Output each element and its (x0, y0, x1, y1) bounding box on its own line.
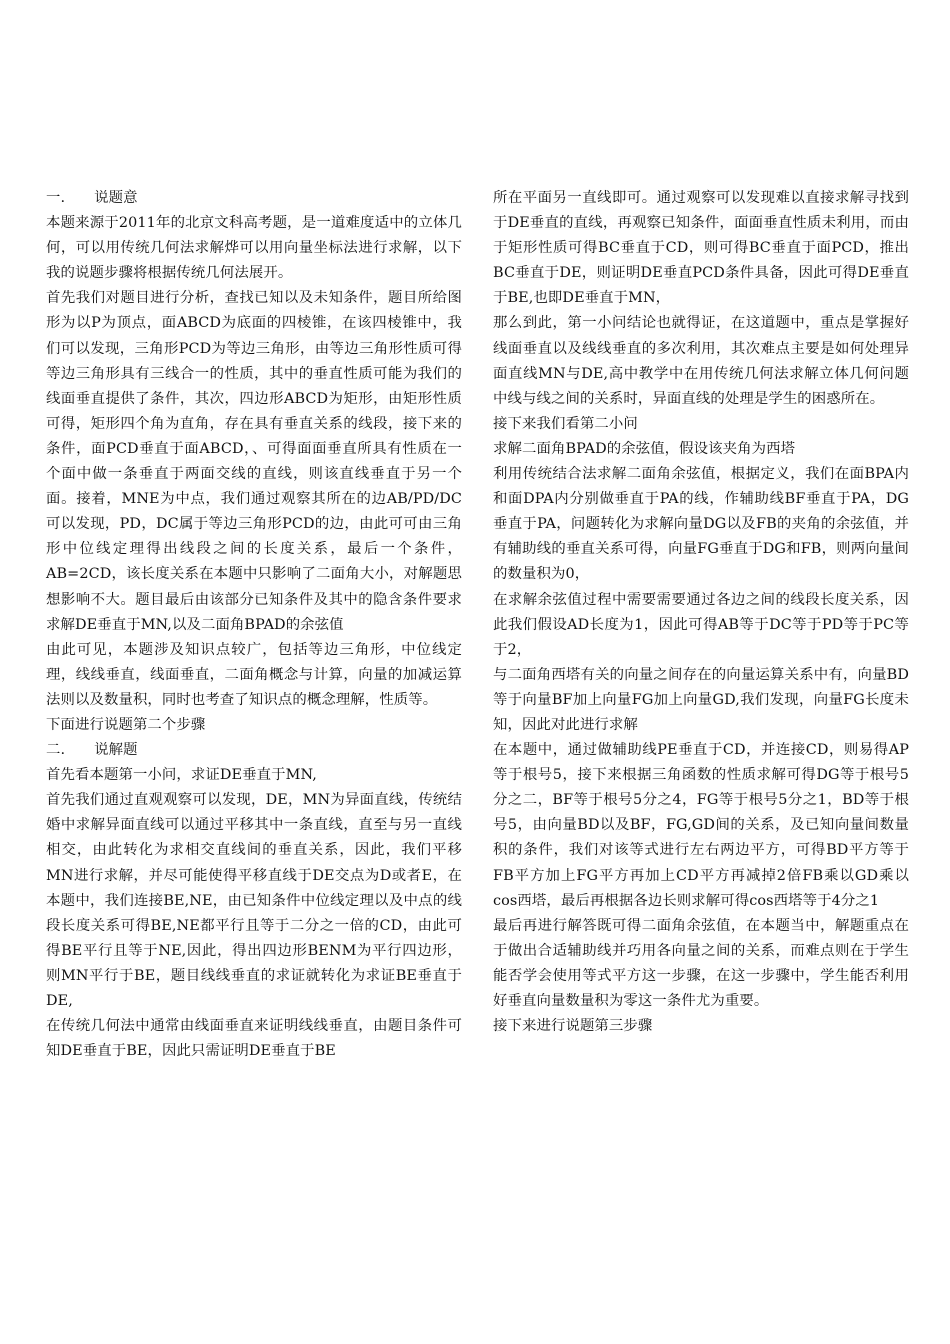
paragraph: 由此可见，本题涉及知识点较广，包括等边三角形，中位线定理，线线垂直，线面垂直，二面角概念与计算，向量的加减运算法则以及数量积，同时也考查了知识点的概念理解，性质等。 (46, 641, 462, 708)
paragraph: 最后再进行解答既可得二面角余弦值，在本题当中，解题重点在于做出合适辅助线并巧用各向量之间的关系，而难点则在于学生能否学会使用等式平方这一步骤，在这一步骤中，学生能否利用好垂直向量数量积为零这一条件尤为重要。 (493, 917, 909, 1009)
paragraph: 首先看本题第一小问，求证DE垂直于MN, (46, 767, 317, 784)
paragraph: 首先我们对题目进行分析，查找已知以及未知条件，题目所给图形为以P为顶点，面ABCD为底面的四棱锥，在该四棱锥中，我们可以发现，三角形PCD为等边三角形，由等边三角形性质可得等边三角形具有三线合一的性质，其中的垂直性质可能为我们的线面垂直提供了条件，其次，四边形ABCD为矩形，由矩形性质可得，矩形四个角为直角，存在具有垂直关系的线段，接下来的条件，面PCD垂直于面ABCD，、可得面面垂直所具有性质在一个面中做一条垂直于两面交线的直线，则该直线垂直于另一个面。接着，MNE为中点，我们通过观察其所在的边AB/PD/DC可以发现，PD，DC属于等边三角形PCD的边，由此可可由三角形中位线定理得出线段之间的长度关系，最后一个条件，AB=2CD，该长度关系在本题中只影响了二面角大小，对解题思想影响不大。题目最后由该部分已知条件及其中的隐含条件要求求解DE垂直于MN,以及二面角BPAD的余弦值 (46, 290, 462, 633)
paragraph: 下面进行说题第二个步骤 (46, 716, 206, 733)
paragraph: 与二面角西塔有关的向量之间存在的向量运算关系中有，向量BD等于向量BF加上向量FG加上向量GD,我们发现，向量FG长度未知，因此对此进行求解 (493, 666, 909, 733)
right-column (493, 186, 909, 1039)
paragraph: 求解二面角BPAD的余弦值，假设该夹角为西塔 (493, 440, 796, 457)
paragraph: 在传统几何法中通常由线面垂直来证明线线垂直，由题目条件可知DE垂直于BE，因此只需证明DE垂直于BE (46, 1018, 462, 1060)
paragraph: 在求解余弦值过程中需要需要通过各边之间的线段长度关系，因此我们假设AD长度为1，因此可得AB等于DC等于PD等于PC等于2， (493, 591, 909, 658)
paragraph: 利用传统结合法求解二面角余弦值，根据定义，我们在面BPA内和面DPA内分别做垂直于PA的线，作辅助线BF垂直于PA，DG垂直于PA，问题转化为求解向量DG以及FB的夹角的余弦值，并有辅助线的垂直关系可得，向量FG垂直于DG和FB，则两向量间的数量积为0， (493, 466, 909, 583)
paragraph: 本题来源于2011年的北京文科高考题，是一道难度适中的立体几何，可以用传统几何法求解烨可以用向量坐标法进行求解，以下我的说题步骤将根据传统几何法展开。 (46, 215, 462, 282)
section-heading-2: 二. 说解题 (46, 742, 138, 759)
left-column (46, 186, 462, 1064)
paragraph: 在本题中，通过做辅助线PE垂直于CD，并连接CD，则易得AP等于根号5，接下来根据三角函数的性质求解可得DG等于根号5分之二，BF等于根号5分之4，FG等于根号5分之1，BD等于根号5，由向量BD以及BF，FG,GD间的关系，及已知向量间数量积的条件，我们对该等式进行左右两边平方，可得BD平方等于FB平方加上FG平方再加上CD平方再减掉2倍FB乘以GD乘以cos西塔，最后再根据各边长则求解可得cos西塔等于4分之1 (493, 742, 909, 909)
paragraph: 那么到此，第一小问结论也就得证，在这道题中，重点是掌握好线面垂直以及线线垂直的多次利用，其次难点主要是如何处理异面直线MN与DE,高中教学中在用传统几何法求解立体几何问题中线与线之间的关系时，异面直线的处理是学生的困惑所在。 (493, 315, 909, 407)
paragraph: 所在平面另一直线即可。通过观察可以发现难以直接求解寻找到于DE垂直的直线，再观察已知条件，面面垂直性质未利用，而由于矩形性质可得BC垂直于CD，则可得BC垂直于面PCD，推出BC垂直于DE，则证明DE垂直PCD条件具备，因此可得DE垂直于BE,也即DE垂直于MN， (493, 190, 909, 307)
paragraph: 接下来我们看第二小问 (493, 415, 638, 432)
paragraph: 接下来进行说题第三步骤 (493, 1018, 653, 1035)
paragraph: 首先我们通过直观观察可以发现，DE，MN为异面直线，传统结婚中求解异面直线可以通过平移其中一条直线，直至与另一直线相交，由此转化为求相交直线间的垂直关系，因此，我们平移MN进行求解，并尽可能使得平移直线于DE交点为D或者E，在本题中，我们连接BE,NE，由已知条件中位线定理以及中点的线段长度关系可得BE,NE都平行且等于二分之一倍的CD，由此可得BE平行且等于NE,因此，得出四边形BENM为平行四边形，则MN平行于BE，题目线线垂直的求证就转化为求证BE垂直于DE, (46, 792, 462, 1009)
section-heading-1: 一. 说题意 (46, 190, 138, 206)
